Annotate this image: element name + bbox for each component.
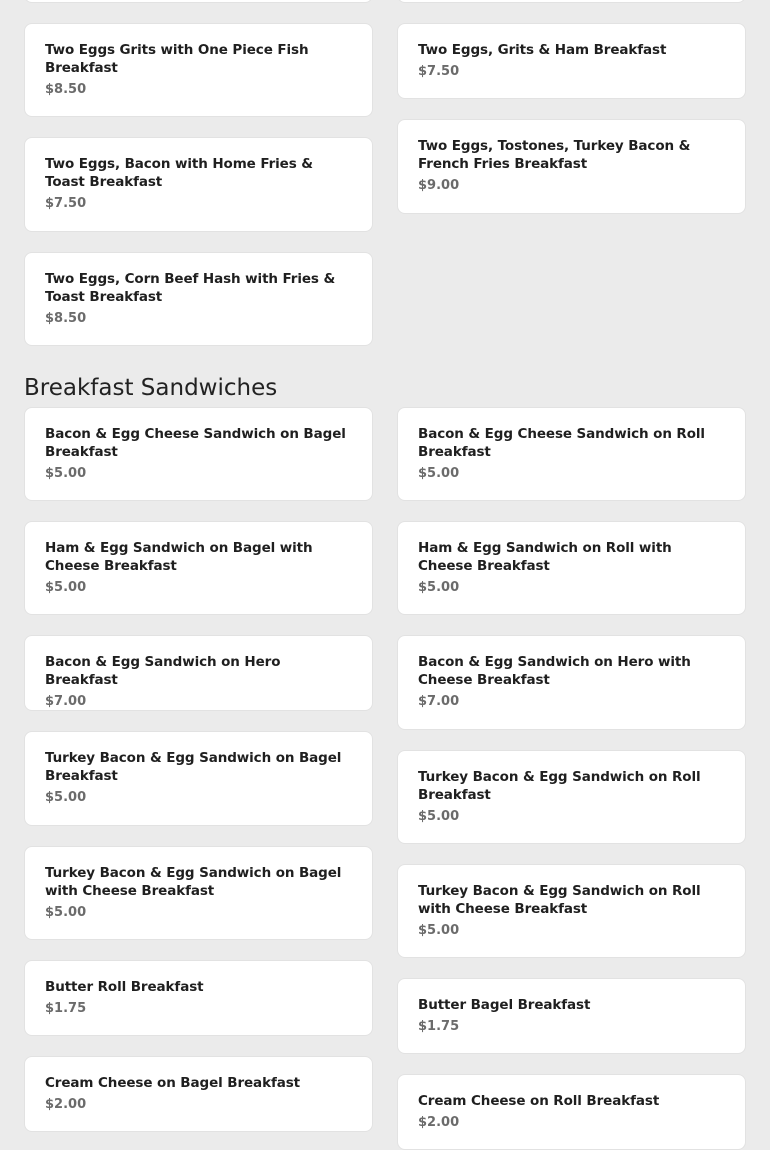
menu-item-card[interactable] <box>397 521 746 615</box>
menu-item-card[interactable] <box>397 119 746 214</box>
menu-item-price: $7.50 <box>45 196 87 211</box>
menu-item-card[interactable] <box>24 23 373 117</box>
menu-item-price: $5.00 <box>418 923 460 938</box>
menu-item-card[interactable] <box>24 846 373 940</box>
menu-item-price: $7.50 <box>418 64 460 79</box>
section-title: Breakfast Sandwiches <box>24 375 278 401</box>
menu-item-price: $1.75 <box>418 1019 460 1034</box>
menu-item-name: Ham & Egg Sandwich on Roll with Cheese Breakfast <box>418 540 672 574</box>
menu-item-price: $2.00 <box>45 1097 87 1112</box>
menu-item-card[interactable] <box>24 960 373 1036</box>
menu-item-card[interactable] <box>397 407 746 501</box>
menu-item-name: Two Eggs, Bacon with Home Fries & Toast Breakfast <box>45 156 313 190</box>
menu-item-name: Cream Cheese on Bagel Breakfast <box>45 1075 301 1091</box>
menu-item-price: $2.00 <box>418 1115 460 1130</box>
menu-item-name: Turkey Bacon & Egg Sandwich on Roll Breakfast <box>418 769 701 803</box>
menu-item-price: $9.00 <box>418 178 460 193</box>
menu-item-price: $5.00 <box>45 580 87 595</box>
menu-item-card[interactable] <box>24 635 373 711</box>
menu-item-name: Bacon & Egg Sandwich on Hero Breakfast <box>45 654 281 688</box>
menu-item-name: Turkey Bacon & Egg Sandwich on Roll with Cheese Breakfast <box>418 883 701 917</box>
menu-item-name: Ham & Egg Sandwich on Bagel with Cheese Breakfast <box>45 540 313 574</box>
menu-item-price: $5.00 <box>418 466 460 481</box>
menu-item-card[interactable] <box>397 750 746 844</box>
menu-item-card[interactable] <box>24 731 373 826</box>
menu-item-card[interactable] <box>24 137 373 232</box>
menu-item-card[interactable] <box>24 1056 373 1132</box>
menu-item-card-partial[interactable] <box>397 0 746 3</box>
menu-item-card[interactable] <box>24 521 373 615</box>
menu-item-price: $5.00 <box>45 905 87 920</box>
menu-item-card[interactable] <box>397 23 746 99</box>
menu-item-name: Butter Bagel Breakfast <box>418 997 591 1013</box>
menu-item-price: $5.00 <box>418 809 460 824</box>
menu-item-name: Bacon & Egg Cheese Sandwich on Bagel Breakfast <box>45 426 346 460</box>
menu-item-card[interactable] <box>24 252 373 346</box>
menu-item-card[interactable] <box>397 635 746 730</box>
menu-item-name: Butter Roll Breakfast <box>45 979 204 995</box>
menu-item-name: Bacon & Egg Sandwich on Hero with Cheese Breakfast <box>418 654 691 688</box>
menu-item-name: Turkey Bacon & Egg Sandwich on Bagel Breakfast <box>45 750 342 784</box>
menu-item-name: Two Eggs, Tostones, Turkey Bacon & French Fries Breakfast <box>418 138 691 172</box>
menu-item-price: $5.00 <box>418 580 460 595</box>
menu-item-card[interactable] <box>397 864 746 958</box>
menu-item-name: Bacon & Egg Cheese Sandwich on Roll Breakfast <box>418 426 705 460</box>
menu-item-price: $7.00 <box>418 694 460 709</box>
menu-item-name: Cream Cheese on Roll Breakfast <box>418 1093 660 1109</box>
menu-item-card[interactable] <box>24 407 373 501</box>
menu-item-price: $1.75 <box>45 1001 87 1016</box>
menu-item-price: $5.00 <box>45 466 87 481</box>
menu-item-name: Two Eggs Grits with One Piece Fish Breakfast <box>45 42 309 76</box>
menu-item-card[interactable] <box>397 1074 746 1150</box>
menu-item-name: Two Eggs, Corn Beef Hash with Fries & Toast Breakfast <box>45 271 336 305</box>
menu-item-name: Turkey Bacon & Egg Sandwich on Bagel with Cheese Breakfast <box>45 865 342 899</box>
menu-item-card-partial[interactable] <box>24 0 373 3</box>
menu-item-price: $8.50 <box>45 311 87 326</box>
menu-item-price: $5.00 <box>45 790 87 805</box>
menu-item-price: $7.00 <box>45 694 87 709</box>
menu-item-name: Two Eggs, Grits & Ham Breakfast <box>418 42 667 58</box>
menu-item-price: $8.50 <box>45 82 87 97</box>
menu-item-card[interactable] <box>397 978 746 1054</box>
